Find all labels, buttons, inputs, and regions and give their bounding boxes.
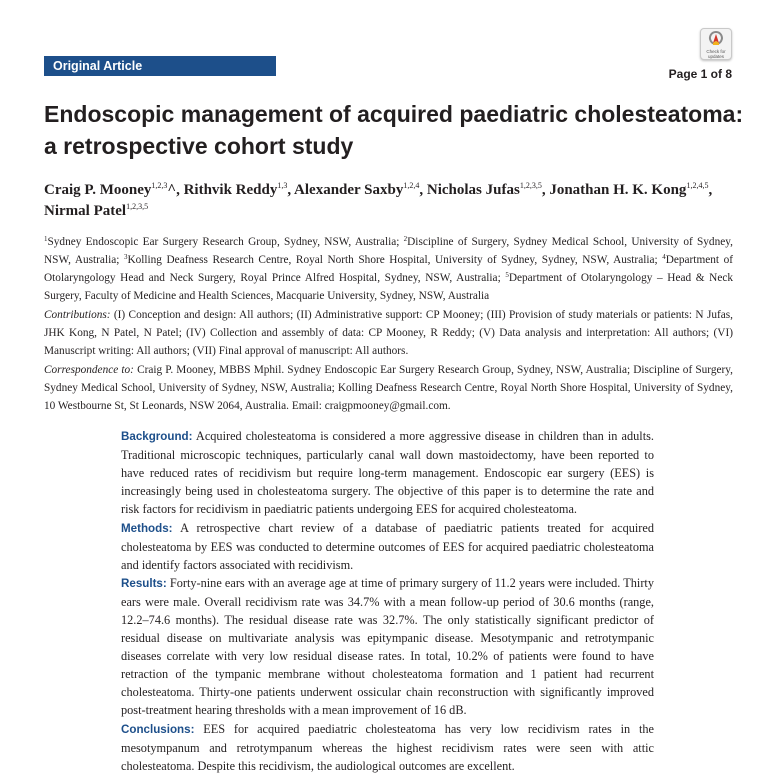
page-number: Page 1 of 8 xyxy=(668,67,732,81)
affiliation-text: Discipline of Surgery, Sydney Medical School, University of Sydney, NSW, Australia; xyxy=(44,236,733,266)
author-name: Craig P. Mooney xyxy=(44,182,152,198)
author-name: Rithvik Reddy xyxy=(183,182,278,198)
affiliation-text: Department of Otolaryngology Head and Neck Surgery, Royal Prince Alfred Hospital, Sydney, NSW, Australia; xyxy=(44,254,733,284)
methods-heading: Methods: xyxy=(121,521,173,535)
correspondence-label: Correspondence to: xyxy=(44,364,134,376)
contributions-label: Contributions: xyxy=(44,309,111,321)
title-line-1: Endoscopic management of acquired paediatric cholesteatoma: xyxy=(44,101,744,127)
author xyxy=(549,182,712,198)
author-name: Jonathan H. K. Kong xyxy=(549,182,687,198)
methods-text: A retrospective chart review of a database of paediatric patients treated for acquired cholesteatoma by EES was conducted to determine outcomes of EES for acquired paediatric cholesteatoma and identify factors associated with recidivism. xyxy=(121,520,654,572)
author xyxy=(427,182,549,198)
author-affiliation: 1,2,3,5 xyxy=(519,181,542,190)
affiliation-number: 3 xyxy=(123,253,128,261)
results-text: Forty-nine ears with an average age at time of primary surgery of 11.2 years were included. Thirty ears were male. Overall recidivism rate was 34.7% with a mean follow-up period of 30.6 months (range, 12.2–74.6 months). The residual disease rate was 32.7%. The only statistically significant predictor of residual disease on multivariate analysis was epitympanic disease. Mesotympanic and retrotympanic diseases correlate with very low residual disease rates. In total, 10.2% of patients were found to have retraction of the tympanic membrane without cholesteatoma formation and 1 patient had recurrent cholesteatoma. Thirty-one patients underwent ossicular chain reconstruction with significantly improved post-treatment hearing thresholds with a mean improvement of 16 dB. xyxy=(121,576,654,717)
author-separator: , xyxy=(708,182,713,198)
author xyxy=(44,203,148,219)
abstract xyxy=(121,427,654,775)
affiliation-text: Department of Otolaryngology – Head & Neck Surgery, Faculty of Medicine and Health Sciences, Macquarie University, Sydney, NSW, Australia xyxy=(44,272,733,302)
affiliations xyxy=(44,233,733,305)
correspondence xyxy=(44,361,733,415)
author-separator: , xyxy=(176,182,184,198)
article-metadata xyxy=(44,233,733,416)
affiliation-text: Kolling Deafness Research Centre, Royal North Shore Hospital, University of Sydney, Sydney, NSW, Australia; xyxy=(127,254,663,266)
conclusions-text: EES for acquired paediatric cholesteatoma has very low recidivism rates in the mesotympanum and retrotympanum whereas the highest recidivism rates were seen with attic cholesteatoma. Despite this recidivism, the audiological outcomes are excellent. xyxy=(121,721,654,773)
affiliation-number: 4 xyxy=(662,253,666,261)
abstract-methods xyxy=(121,519,654,574)
check-for-updates-text: Check for updates xyxy=(706,49,726,59)
affiliation-number: 2 xyxy=(403,235,408,243)
author-affiliation: 1,2,3,5 xyxy=(126,202,149,211)
author-affiliation: 1,2,4 xyxy=(403,181,420,190)
author-affiliation: 1,2,4,5 xyxy=(686,181,709,190)
check-for-updates-icon xyxy=(706,31,726,48)
author-separator: , xyxy=(287,182,295,198)
affiliation-number: 5 xyxy=(505,271,509,279)
background-heading: Background: xyxy=(121,430,193,443)
author-affiliation: 1,2,3 xyxy=(151,181,168,190)
author-separator: , xyxy=(541,182,550,198)
results-heading: Results: xyxy=(121,577,167,590)
conclusions-heading: Conclusions: xyxy=(121,722,195,736)
article-title xyxy=(44,98,744,162)
background-text: Acquired cholesteatoma is considered a more aggressive disease in children than in adults. Traditional microscopic techniques, particularly canal wall down mastoidectomy, have been reported to have reduced rates of recidivism but require long-term management. Endoscopic ear surgery (EES) is increasingly being used in cholesteatoma surgery. The objective of this paper is to determine the rate and risk factors for recidivism in paediatric patients undergoing EES for acquired cholesteatoma. xyxy=(121,429,654,516)
affiliation-text: Sydney Endoscopic Ear Surgery Research Group, Sydney, NSW, Australia; xyxy=(47,236,404,248)
author-separator: , xyxy=(419,182,427,198)
abstract-background xyxy=(121,427,654,518)
author-name: Nicholas Jufas xyxy=(426,182,520,198)
author-name: Nirmal Patel xyxy=(44,203,127,219)
author-name: Alexander Saxby xyxy=(294,182,404,198)
abstract-results xyxy=(121,574,654,719)
contributions-text: (I) Conception and design: All authors; (II) Administrative support: CP Mooney; (III) Provision of study materials or patients: N Jufas, JHK Kong, N Patel, N Patel; (IV) Collection and assembly of data: CP Mooney, R Reddy; (V) Data analysis and interpretation: All authors; (VI) Manuscript writing: All authors; (VII) Final approval of manuscript: All authors. xyxy=(44,309,733,357)
author xyxy=(184,182,294,198)
author-symbol: ^ xyxy=(167,182,177,198)
contributions xyxy=(44,306,733,360)
author xyxy=(294,182,427,198)
title-line-2: a retrospective cohort study xyxy=(44,133,354,159)
correspondence-text: Craig P. Mooney, MBBS Mphil. Sydney Endoscopic Ear Surgery Research Group, Sydney, NSW, Australia; Discipline of Surgery, Sydney Medical School, University of Sydney, NSW, Australia; Kolling Deafness Research Centre, Royal North Shore Hospital, University of Sydney, 10 Westbourne St, St Leonards, NSW 2064, Australia. Email: craigpmooney@gmail.com. xyxy=(44,364,733,412)
abstract-conclusions xyxy=(121,720,654,775)
check-for-updates-badge[interactable] xyxy=(700,28,732,60)
article-type-label: Original Article xyxy=(44,56,276,76)
author xyxy=(44,182,184,198)
author-affiliation: 1,3 xyxy=(277,181,288,190)
author-list xyxy=(44,180,744,222)
affiliation-number: 1 xyxy=(44,235,48,243)
